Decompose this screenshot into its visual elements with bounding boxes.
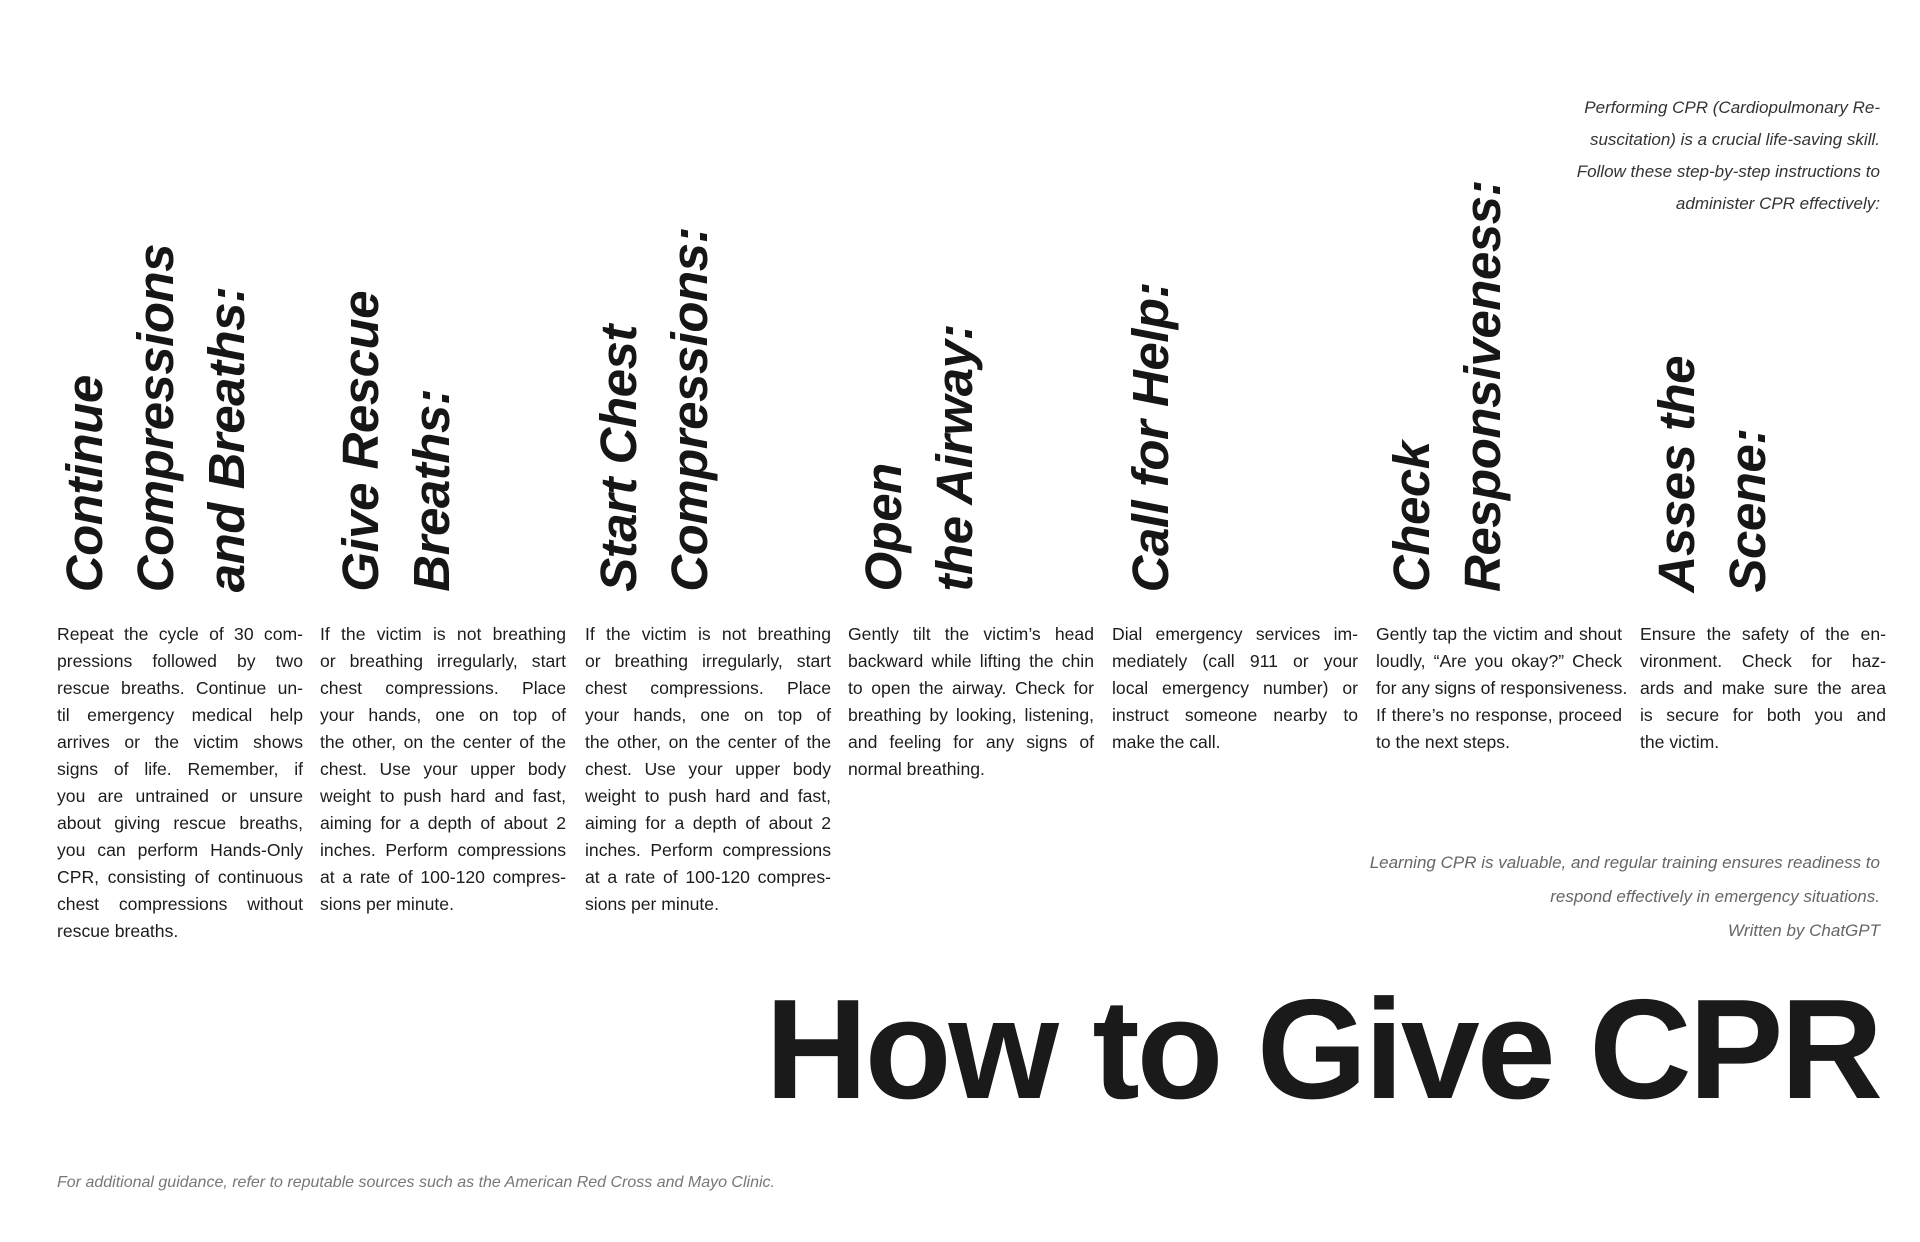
step-body-continue-compressions: Repeat the cycle of 30 com- pressions followed by two rescue breaths. Continue un- til emergency medical help arrives or the victim shows signs of life. Remember, if you are untrained or unsure about giving rescue breaths, you can perform Hands-Only CPR, consisting of continuous chest compressions without rescue breaths. [57,624,303,941]
step-body-call-for-help: Dial emergency services im- mediately (call 911 or your local emergency number) or instruct someone nearby to make the call. [1112,624,1358,752]
step-body-start-chest-compressions: If the victim is not breathing or breathing irregularly, start chest compressions. Place your hands, one on top of the other, on the center of the chest. Use your upper body weight to push hard and fast, aiming for a depth of about 2 inches. Perform compressions at a rate of 100-120 compres- sions per minute. [585,624,831,914]
closing-line: respond effectively in emergency situations. [1550,887,1880,906]
closing-note [1320,846,1880,948]
intro-line: Follow these step-by-step instructions to [1576,162,1880,181]
step-heading-continue-compressions: Continue Compressions and Breaths: [56,243,255,592]
step-heading-give-rescue-breaths: Give Rescue Breaths: [332,291,460,592]
step-body-give-rescue-breaths: If the victim is not breathing or breathing irregularly, start chest compressions. Place your hands, one on top of the other, on the center of the chest. Use your upper body weight to push hard and fast, aiming for a depth of about 2 inches. Perform compressions at a rate of 100-120 compres- sions per minute. [320,624,566,914]
intro-line: suscitation) is a crucial life-saving skill. [1589,130,1880,149]
step-body-open-the-airway: Gently tilt the victim’s head backward while lifting the chin to open the airway. Check for breathing by looking, listening, and feeling for any signs of normal breathing. [848,624,1094,779]
author-credit: Written by ChatGPT [1727,921,1880,940]
footnote: For additional guidance, refer to reputable sources such as the American Red Cross and Mayo Clinic. [57,1174,775,1191]
intro-paragraph [1480,92,1880,220]
step-body-asses-the-scene: Ensure the safety of the en- vironment. Check for haz- ards and make sure the area is secure for both you and the victim. [1640,624,1886,752]
step-body-check-responsiveness: Gently tap the victim and shout loudly, “Are you okay?” Check for any signs of responsiveness. If there’s no response, proceed to the next steps. [1376,624,1628,752]
step-heading-asses-the-scene: Asses the Scene: [1648,355,1776,592]
page-title: How to Give CPR [765,970,1880,1129]
intro-line: Performing CPR (Cardiopulmonary Re- [1584,98,1880,117]
intro-line: administer CPR effectively: [1675,194,1880,213]
step-heading-call-for-help: Call for Help: [1122,281,1179,592]
step-heading-open-the-airway: Open the Airway: [855,324,983,592]
closing-line: Learning CPR is valuable, and regular training ensures readiness to [1369,853,1880,872]
step-heading-start-chest-compressions: Start Chest Compressions: [590,227,718,592]
step-heading-check-responsiveness: Check Responsiveness: [1383,179,1511,592]
